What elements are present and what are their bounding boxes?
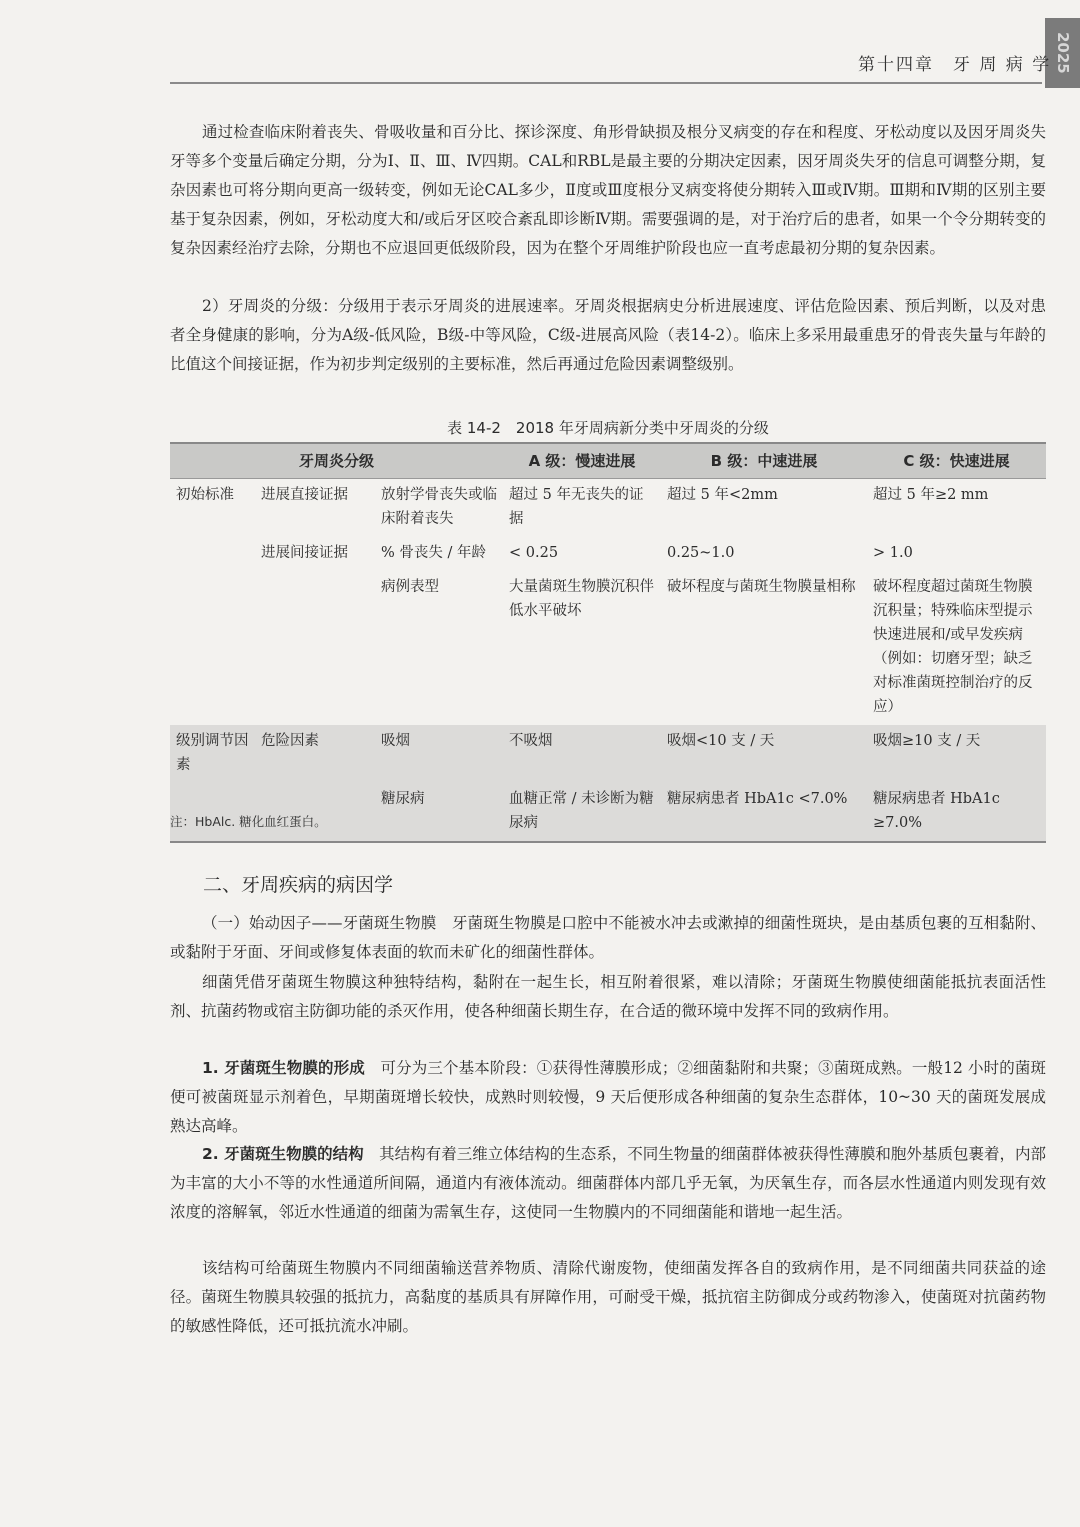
- header-grade-c: C 级：快速进展: [867, 443, 1046, 479]
- formation-text: 可分为三个基本阶段：①获得性薄膜形成；②细菌黏附和共聚；③菌斑成熟。一般12 小时的菌斑便可被菌斑显示剂着色，早期菌斑增长较快，成熟时则较慢，9 天后便形成各种细菌的复杂生态群体，10~30 天的菌斑发展成熟达高峰。: [170, 1059, 1046, 1135]
- cell-category: 级别调节因素: [170, 725, 255, 783]
- header-grade: 牙周炎分级: [170, 443, 503, 479]
- table-note: 注：HbAlc. 糖化血红蛋白。: [170, 814, 327, 829]
- cell-grade-c: 破坏程度超过菌斑生物膜沉积量；特殊临床型提示快速进展和/或早发疾病（例如：切磨牙型；缺乏对标准菌斑控制治疗的反应）: [873, 579, 1033, 715]
- cell-grade-a: 大量菌斑生物膜沉积伴低水平破坏: [509, 579, 654, 619]
- cell-evidence: 危险因素: [255, 725, 375, 783]
- cell-evidence: [255, 571, 375, 725]
- paragraph-biofilm-structure: 细菌凭借牙菌斑生物膜这种独特结构，黏附在一起生长，相互附着很紧，难以清除；牙菌斑生物膜使细菌能抵抗表面活性剂、抗菌药物或宿主防御功能的杀灭作用，使各种细菌长期生存，在合适的微环境中发挥不同的致病作用。: [170, 973, 1046, 1020]
- cell-evidence: 进展间接证据: [261, 545, 348, 561]
- cell-grade-a: 血糖正常 / 未诊断为糖尿病: [503, 783, 661, 842]
- cell-grade-a: 超过 5 年无丧失的证据: [509, 487, 644, 527]
- header-grade-a: A 级：慢速进展: [503, 443, 661, 479]
- paragraph-biofilm-architecture: [170, 1140, 1046, 1227]
- cell-measure: 糖尿病: [375, 783, 503, 842]
- paragraph-biofilm-formation: [170, 1054, 1046, 1141]
- cell-category: [170, 537, 255, 571]
- cell-measure: 病例表型: [381, 579, 439, 595]
- cell-grade-b: 破坏程度与菌斑生物膜量相称: [667, 579, 856, 595]
- paragraph-grading: 2）牙周炎的分级：分级用于表示牙周炎的进展速率。牙周炎根据病史分析进展速度、评估危险因素、预后判断，以及对患者全身健康的影响，分为A级-低风险，B级-中等风险，C级-进展高风险（表14-2）。临床上多采用最重患牙的骨丧失量与年龄的比值这个间接证据，作为初步判定级别的主要标准，然后再通过危险因素调整级别。: [170, 297, 1046, 373]
- cell-measure: 吸烟: [375, 725, 503, 783]
- year-tab: 2025: [1045, 18, 1080, 88]
- cell-category: [170, 571, 255, 725]
- section-title: 二、牙周疾病的病因学: [203, 874, 394, 896]
- paragraph-biofilm-function: 该结构可给菌斑生物膜内不同细菌输送营养物质、清除代谢废物，使细菌发挥各自的致病作用，是不同细菌共同获益的途径。菌斑生物膜具较强的抵抗力，高黏度的基质具有屏障作用，可耐受干燥，抵抗宿主防御成分或药物渗入，使菌斑对抗菌药物的敏感性降低，还可抵抗流水冲刷。: [170, 1259, 1046, 1335]
- cell-category: 初始标准: [176, 487, 234, 503]
- cell-grade-c: 糖尿病患者 HbA1c ≥7.0%: [867, 783, 1046, 842]
- formation-heading: 1. 牙菌斑生物膜的形成: [202, 1059, 365, 1077]
- cell-grade-a: 不吸烟: [503, 725, 661, 783]
- subsection-title: （一）始动因子——牙菌斑生物膜: [202, 914, 437, 932]
- table-caption: 表 14-2 2018 年牙周病新分类中牙周炎的分级: [447, 419, 769, 437]
- grading-table: [170, 442, 1046, 843]
- cell-grade-b: 超过 5 年<2mm: [667, 487, 778, 503]
- table-row: [170, 479, 1046, 538]
- cell-grade-c: 超过 5 年≥2 mm: [873, 487, 989, 503]
- structure-heading: 2. 牙菌斑生物膜的结构: [202, 1145, 364, 1163]
- cell-evidence: 进展直接证据: [261, 487, 348, 503]
- header-grade-b: B 级：中速进展: [661, 443, 867, 479]
- header-rule: [170, 82, 1042, 84]
- cell-grade-a: < 0.25: [509, 545, 559, 561]
- cell-grade-b: 糖尿病患者 HbA1c <7.0%: [661, 783, 867, 842]
- paragraph-staging: 通过检查临床附着丧失、骨吸收量和百分比、探诊深度、角形骨缺损及根分叉病变的存在和程度、牙松动度以及因牙周炎失牙等多个变量后确定分期，分为Ⅰ、Ⅱ、Ⅲ、Ⅳ四期。CAL和RBL是最主要的分期决定因素，因牙周炎失牙的信息可调整分期，复杂因素也可将分期向更高一级转变，例如无论CAL多少，Ⅱ度或Ⅲ度根分叉病变将使分期转入Ⅲ或Ⅳ期。Ⅲ期和Ⅳ期的区别主要基于复杂因素，例如，牙松动度大和/或后牙区咬合紊乱即诊断Ⅳ期。需要强调的是，对于治疗后的患者，如果一个令分期转变的复杂因素经治疗去除，分期也不应退回更低级阶段，因为在整个牙周维护阶段也应一直考虑最初分期的复杂因素。: [170, 123, 1046, 257]
- table-row: [170, 725, 1046, 783]
- cell-grade-c: 吸烟≥10 支 / 天: [867, 725, 1046, 783]
- subsection-text: 牙菌斑生物膜是口腔中不能被水冲去或漱掉的细菌性斑块，是由基质包裹的互相黏附、或黏附于牙面、牙间或修复体表面的软而未矿化的细菌性群体。: [170, 914, 1046, 961]
- cell-measure: 放射学骨丧失或临床附着丧失: [381, 487, 497, 527]
- table-header-row: [170, 443, 1046, 479]
- cell-grade-b: 吸烟<10 支 / 天: [661, 725, 867, 783]
- cell-grade-c: > 1.0: [873, 545, 913, 561]
- cell-grade-b: 0.25~1.0: [667, 545, 735, 561]
- paragraph-initiating-factor: [170, 909, 1046, 967]
- table-row: [170, 537, 1046, 571]
- chapter-header: 第十四章 牙 周 病 学: [858, 55, 1052, 75]
- table-row: [170, 571, 1046, 725]
- structure-text: 其结构有着三维立体结构的生态系，不同生物量的细菌群体被获得性薄膜和胞外基质包裹着，内部为丰富的大小不等的水性通道所间隔，通道内有液体流动。细菌群体内部几乎无氧，为厌氧生存，而各层水性通道内则发现有效浓度的溶解氧，邻近水性通道的细菌为需氧生存，这使同一生物膜内的不同细菌能和谐地一起生活。: [170, 1145, 1046, 1221]
- cell-measure: % 骨丧失 / 年龄: [381, 545, 486, 561]
